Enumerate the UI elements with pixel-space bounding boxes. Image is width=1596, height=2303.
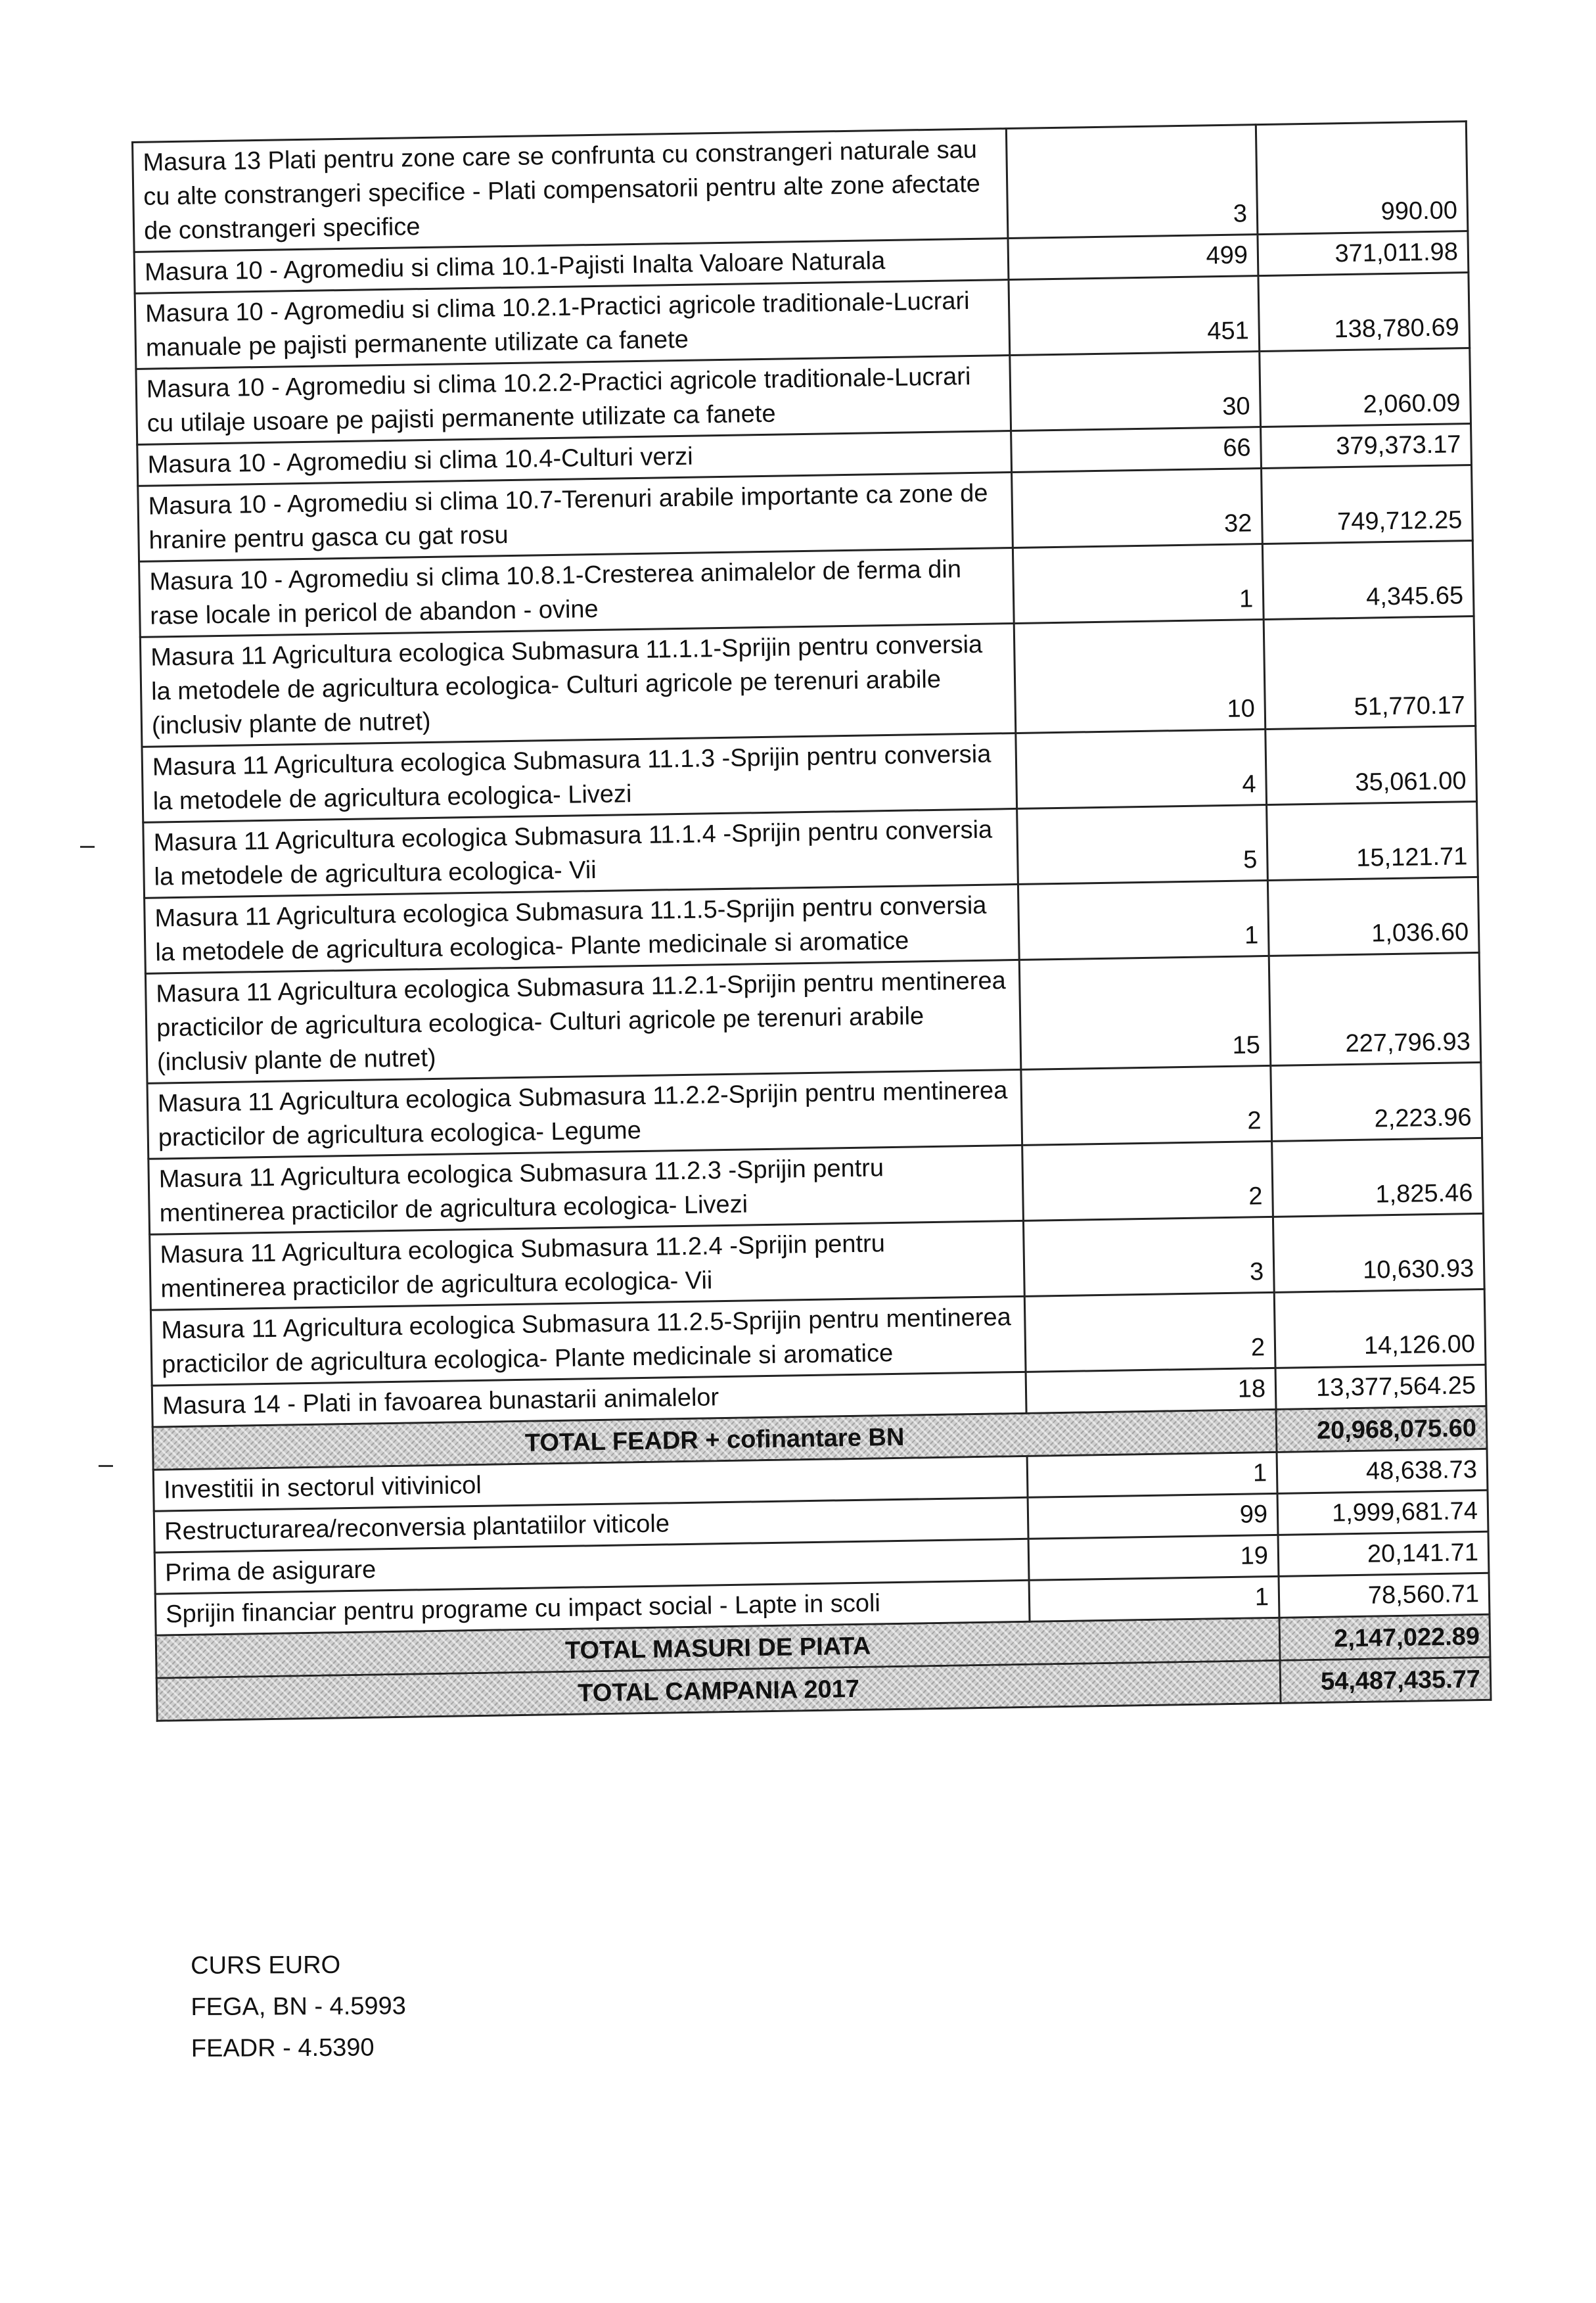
beneficiary-count: 1 [1027, 1452, 1277, 1497]
beneficiary-count: 3 [1023, 1217, 1274, 1296]
beneficiary-count: 2 [1024, 1292, 1275, 1372]
amount-value: 379,373.17 [1261, 424, 1472, 469]
payments-table-wrapper [131, 120, 1490, 1722]
total-label: TOTAL MASURI DE PIATA [156, 1617, 1280, 1678]
beneficiary-count: 1 [1029, 1576, 1279, 1621]
measure-description: Masura 11 Agricultura ecologica Submasura 11.1.3 -Sprijin pentru conversia la metodele de agricultura ecologica- Livezi [142, 733, 1017, 822]
amount-value: 78,560.71 [1279, 1573, 1490, 1617]
exchange-rate-notes [191, 1944, 406, 2070]
amount-value: 2,223.96 [1271, 1062, 1482, 1141]
measure-description: Masura 11 Agricultura ecologica Submasura 11.1.1-Sprijin pentru conversia la metodele de agricultura ecologica- Culturi agricole pe terenuri arabile (inclusiv plante de nutret) [140, 623, 1015, 747]
beneficiary-count: 99 [1028, 1493, 1278, 1539]
measure-description: Masura 11 Agricultura ecologica Submasura 11.1.4 -Sprijin pentru conversia la metodele de agricultura ecologica- Vii [143, 808, 1018, 898]
beneficiary-count: 1 [1013, 544, 1264, 624]
amount-value: 14,126.00 [1274, 1289, 1486, 1368]
margin-mark [80, 846, 95, 848]
beneficiary-count: 18 [1026, 1368, 1276, 1413]
beneficiary-count: 5 [1017, 804, 1268, 884]
table-row [145, 952, 1480, 1083]
measure-description: Investitii in sectorul vitivinicol [153, 1456, 1028, 1511]
beneficiary-count: 1 [1018, 880, 1269, 960]
measure-description: Masura 10 - Agromediu si clima 10.4-Culturi verzi [137, 431, 1012, 486]
table-row [140, 616, 1475, 747]
total-label: TOTAL CAMPANIA 2017 [156, 1660, 1281, 1721]
measure-description: Masura 11 Agricultura ecologica Submasura 11.2.5-Sprijin pentru mentinerea practicilor de agricultura ecologica- Plante medicinale si aromatice [150, 1296, 1026, 1385]
beneficiary-count: 3 [1006, 125, 1258, 239]
measure-description: Masura 11 Agricultura ecologica Submasura 11.2.1-Sprijin pentru mentinerea practicilor de agricultura ecologica- Culturi agricole pe terenuri arabile (inclusiv plante de nutret) [145, 960, 1020, 1083]
amount-value: 4,345.65 [1262, 541, 1474, 620]
exchange-rate-feadr: FEADR - 4.5390 [191, 2034, 375, 2062]
beneficiary-count: 10 [1014, 620, 1265, 733]
measure-description: Masura 10 - Agromediu si clima 10.2.1-Practici agricole traditionale-Lucrari manuale pe pajisti permanente utilizate ca fanete [135, 280, 1010, 369]
measure-description: Masura 11 Agricultura ecologica Submasura 11.2.4 -Sprijin pentru mentinerea practicilor de agricultura ecologica- Vii [150, 1221, 1025, 1310]
exchange-rate-fega: FEGA, BN - 4.5993 [191, 1992, 406, 2021]
beneficiary-count: 19 [1028, 1535, 1279, 1580]
total-value: 2,147,022.89 [1279, 1614, 1490, 1660]
amount-value: 48,638.73 [1277, 1449, 1488, 1493]
measure-description: Masura 11 Agricultura ecologica Submasura 11.1.5-Sprijin pentru conversia la metodele de agricultura ecologica- Plante medicinale si aromatice [145, 884, 1020, 973]
amount-value: 138,780.69 [1258, 273, 1470, 352]
amount-value: 10,630.93 [1273, 1213, 1484, 1292]
beneficiary-count: 15 [1019, 956, 1271, 1069]
amount-value: 749,712.25 [1262, 465, 1473, 544]
beneficiary-count: 2 [1021, 1065, 1272, 1145]
measure-description: Sprijin financiar pentru programe cu impact social - Lapte in scoli [155, 1580, 1030, 1635]
measure-description: Masura 11 Agricultura ecologica Submasura 11.2.2-Sprijin pentru mentinerea practicilor de agricultura ecologica- Legume [147, 1069, 1022, 1159]
total-value: 20,968,075.60 [1276, 1406, 1487, 1452]
total-label: TOTAL FEADR + cofinantare BN [152, 1409, 1277, 1470]
beneficiary-count: 32 [1012, 469, 1263, 548]
measure-description: Masura 14 - Plati in favoarea bunastarii animalelor [152, 1372, 1026, 1427]
beneficiary-count: 451 [1009, 276, 1260, 356]
amount-value: 371,011.98 [1258, 231, 1469, 276]
beneficiary-count: 66 [1011, 427, 1262, 473]
amount-value: 15,121.71 [1267, 801, 1478, 880]
measure-description: Masura 10 - Agromediu si clima 10.1-Pajisti Inalta Valoare Naturala [134, 239, 1009, 294]
payments-table-body [133, 122, 1491, 1721]
measure-description: Prima de asigurare [154, 1539, 1029, 1594]
margin-mark [99, 1465, 113, 1467]
amount-value: 1,825.46 [1272, 1138, 1484, 1217]
measure-description: Masura 13 Plati pentru zone care se confrunta cu constrangeri naturale sau cu alte constrangeri specifice - Plati compensatorii pentru alte zone afectate de constrangeri specifice [133, 129, 1008, 252]
amount-value: 13,377,564.25 [1275, 1364, 1486, 1409]
amount-value: 227,796.93 [1269, 952, 1481, 1065]
amount-value: 1,999,681.74 [1277, 1490, 1488, 1535]
beneficiary-count: 2 [1022, 1141, 1273, 1221]
amount-value: 2,060.09 [1260, 348, 1471, 427]
amount-value: 35,061.00 [1265, 726, 1477, 804]
amount-value: 1,036.60 [1267, 877, 1479, 956]
amount-value: 20,141.71 [1278, 1531, 1489, 1576]
measure-description: Masura 10 - Agromediu si clima 10.8.1-Cresterea animalelor de ferma din rase locale in pericol de abandon - ovine [139, 548, 1015, 638]
measure-description: Masura 10 - Agromediu si clima 10.7-Terenuri arabile importante ca zone de hranire pentru gasca cu gat rosu [138, 473, 1013, 562]
measure-description: Masura 10 - Agromediu si clima 10.2.2-Practici agricole traditionale-Lucrari cu utilaje usoare pe pajisti permanente utilizate ca fanete [136, 356, 1011, 445]
exchange-rate-title: CURS EURO [191, 1951, 341, 1980]
beneficiary-count: 4 [1016, 730, 1267, 809]
measure-description: Masura 11 Agricultura ecologica Submasura 11.2.3 -Sprijin pentru mentinerea practicilor de agricultura ecologica- Livezi [148, 1145, 1024, 1234]
table-row [133, 122, 1468, 252]
beneficiary-count: 30 [1010, 352, 1261, 431]
amount-value: 51,770.17 [1264, 616, 1476, 729]
total-value: 54,487,435.77 [1280, 1657, 1491, 1703]
amount-value: 990.00 [1256, 122, 1468, 235]
measure-description: Restructurarea/reconversia plantatiilor viticole [154, 1497, 1028, 1552]
beneficiary-count: 499 [1008, 235, 1258, 280]
payments-table [131, 120, 1492, 1722]
